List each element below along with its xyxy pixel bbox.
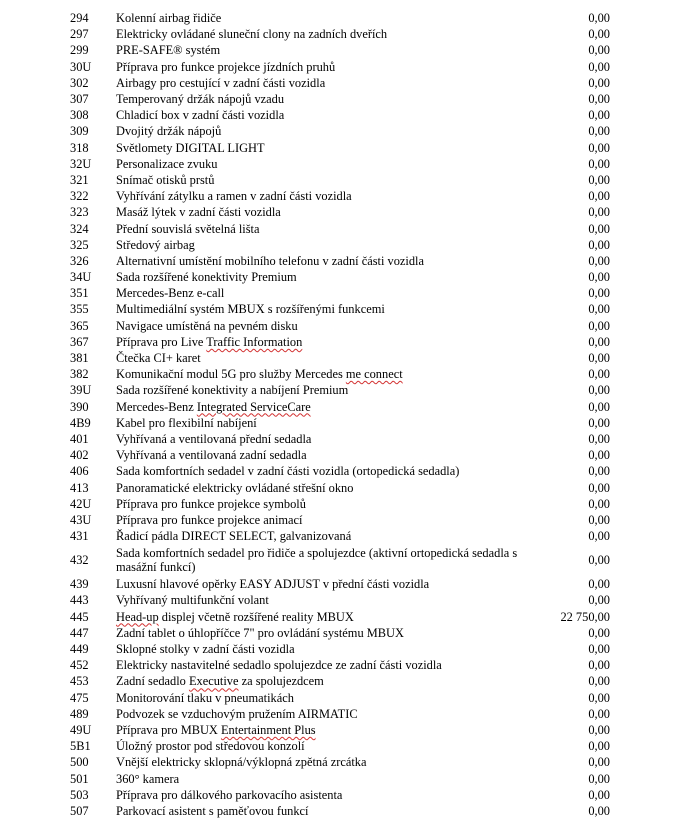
option-description: Kolenní airbag řidiče: [116, 11, 222, 26]
description-text: Příprava pro MBUX: [116, 722, 221, 737]
table-row: [70, 592, 610, 608]
option-description: [116, 366, 536, 382]
option-code: 302: [70, 75, 89, 90]
option-description: Středový airbag: [116, 237, 195, 252]
option-price: 0,00: [588, 253, 610, 268]
option-description: [116, 609, 536, 625]
equipment-table: [70, 10, 610, 819]
table-row: [70, 59, 610, 75]
option-price: 0,00: [588, 237, 610, 252]
option-code: 5B1: [70, 739, 91, 754]
option-price: 0,00: [588, 59, 610, 74]
option-code: 326: [70, 253, 89, 268]
option-description: Navigace umístěná na pevném disku: [116, 318, 298, 333]
option-price: 0,00: [588, 221, 610, 236]
option-code: 4B9: [70, 415, 91, 430]
table-row: [70, 609, 610, 625]
option-code: 297: [70, 27, 89, 42]
table-row: [70, 641, 610, 657]
option-price: 0,00: [588, 172, 610, 187]
option-description: Mercedes-Benz e-call: [116, 286, 225, 301]
table-row: [70, 657, 610, 673]
option-description: Příprava pro funkce projekce animací: [116, 512, 303, 527]
option-price: 0,00: [588, 448, 610, 463]
table-row: [70, 75, 610, 91]
option-price: 0,00: [588, 496, 610, 511]
table-row: [70, 140, 610, 156]
option-code: 507: [70, 803, 89, 818]
option-code: 322: [70, 189, 89, 204]
option-description: Vyhřívaná a ventilovaná přední sedadla: [116, 431, 312, 446]
option-code: 42U: [70, 496, 92, 511]
option-price: 0,00: [588, 286, 610, 301]
option-code: 32U: [70, 156, 92, 171]
option-code: 449: [70, 642, 89, 657]
option-description: Multimediální systém MBUX s rozšířenými funkcemi: [116, 302, 385, 317]
option-description: Luxusní hlavové opěrky EASY ADJUST v přední části vozidla: [116, 577, 430, 592]
option-description: Sklopné stolky v zadní části vozidla: [116, 642, 295, 657]
option-code: 367: [70, 334, 89, 349]
option-code: 294: [70, 11, 89, 26]
table-row: [70, 188, 610, 204]
option-description: Airbagy pro cestující v zadní části vozidla: [116, 75, 326, 90]
option-price: 0,00: [588, 302, 610, 317]
option-description: Sada komfortních sedadel pro řidiče a spolujezdce (aktivní ortopedická sedadla s masážní funkcí): [116, 546, 518, 575]
table-row: [70, 42, 610, 58]
table-row: [70, 496, 610, 512]
option-price: 0,00: [588, 771, 610, 786]
option-code: 39U: [70, 383, 92, 398]
option-price: 0,00: [588, 205, 610, 220]
table-row: [70, 787, 610, 803]
table-row: [70, 399, 610, 415]
option-price: 0,00: [588, 11, 610, 26]
option-price: 0,00: [588, 415, 610, 430]
option-description: Dvojitý držák nápojů: [116, 124, 222, 139]
option-code: 453: [70, 674, 89, 689]
option-description: Temperovaný držák nápojů vzadu: [116, 92, 285, 107]
option-code: 501: [70, 771, 89, 786]
option-code: 475: [70, 690, 89, 705]
option-price: 0,00: [588, 383, 610, 398]
table-row: [70, 706, 610, 722]
option-price: 0,00: [588, 351, 610, 366]
spellcheck-flagged-text: me connect: [345, 367, 403, 382]
option-price: 0,00: [588, 642, 610, 657]
option-description: Elektricky ovládané sluneční clony na zadních dveřích: [116, 27, 388, 42]
option-description: Řadicí pádla DIRECT SELECT, galvanizovaná: [116, 529, 352, 544]
option-description: Monitorování tlaku v pneumatikách: [116, 690, 294, 705]
table-row: [70, 673, 610, 689]
table-row: [70, 123, 610, 139]
option-price: 0,00: [588, 140, 610, 155]
option-description: Podvozek se vzduchovým pružením AIRMATIC: [116, 706, 358, 721]
option-code: 503: [70, 787, 89, 802]
option-description: Personalizace zvuku: [116, 156, 218, 171]
description-text: displej včetně rozšířené reality MBUX: [158, 609, 354, 624]
option-description: Přední souvislá světelná lišta: [116, 221, 260, 236]
option-price: 0,00: [588, 674, 610, 689]
option-price: 22 750,00: [560, 609, 610, 624]
option-price: 0,00: [588, 529, 610, 544]
option-description: Parkovací asistent s paměťovou funkcí: [116, 803, 309, 818]
description-text: Zadní sedadlo: [116, 674, 189, 689]
table-row: [70, 528, 610, 544]
table-row: [70, 463, 610, 479]
option-code: 324: [70, 221, 89, 236]
option-price: 0,00: [588, 156, 610, 171]
option-code: 413: [70, 480, 89, 495]
option-price: 0,00: [588, 27, 610, 42]
option-price: 0,00: [588, 755, 610, 770]
option-price: 0,00: [588, 75, 610, 90]
table-row: [70, 269, 610, 285]
table-row: [70, 382, 610, 398]
table-row: [70, 544, 610, 576]
option-code: 381: [70, 351, 89, 366]
option-price: 0,00: [588, 92, 610, 107]
option-description: Příprava pro funkce projekce symbolů: [116, 496, 306, 511]
option-price: 0,00: [588, 553, 610, 568]
table-row: [70, 754, 610, 770]
option-description: Kabel pro flexibilní nabíjení: [116, 415, 257, 430]
option-code: 365: [70, 318, 89, 333]
spellcheck-flagged-text: Head-up: [116, 609, 159, 624]
table-row: [70, 10, 610, 26]
table-row: [70, 366, 610, 382]
option-price: 0,00: [588, 577, 610, 592]
spellcheck-flagged-text: Integrated ServiceCare: [196, 399, 311, 414]
option-code: 452: [70, 658, 89, 673]
option-code: 443: [70, 593, 89, 608]
option-description: [116, 399, 536, 415]
option-price: 0,00: [588, 108, 610, 123]
option-price: 0,00: [588, 367, 610, 382]
table-row: [70, 26, 610, 42]
option-code: 401: [70, 431, 89, 446]
table-row: [70, 770, 610, 786]
table-row: [70, 334, 610, 350]
option-code: 34U: [70, 270, 92, 285]
table-row: [70, 512, 610, 528]
option-code: 447: [70, 625, 89, 640]
option-description: Příprava pro funkce projekce jízdních pruhů: [116, 59, 336, 74]
spellcheck-flagged-text: Traffic Information: [206, 334, 303, 349]
option-description: Alternativní umístění mobilního telefonu v zadní části vozidla: [116, 253, 424, 268]
option-price: 0,00: [588, 722, 610, 737]
table-row: [70, 625, 610, 641]
option-code: 309: [70, 124, 89, 139]
option-description: Sada rozšířené konektivity Premium: [116, 270, 297, 285]
option-code: 489: [70, 706, 89, 721]
spellcheck-flagged-text: Executive: [188, 674, 239, 689]
option-code: 318: [70, 140, 89, 155]
option-price: 0,00: [588, 625, 610, 640]
option-description: 360° kamera: [116, 771, 180, 786]
option-description: Sada komfortních sedadel v zadní části vozidla (ortopedická sedadla): [116, 464, 460, 479]
option-price: 0,00: [588, 739, 610, 754]
table-row: [70, 415, 610, 431]
option-description: [116, 334, 536, 350]
option-description: [116, 673, 536, 689]
option-description: [116, 722, 536, 738]
option-price: 0,00: [588, 399, 610, 414]
table-row: [70, 172, 610, 188]
table-row: [70, 350, 610, 366]
option-description: Vyhřívaná a ventilovaná zadní sedadla: [116, 448, 307, 463]
table-row: [70, 204, 610, 220]
option-description: Zadní tablet o úhlopříčce 7" pro ovládání systému MBUX: [116, 625, 404, 640]
table-row: [70, 690, 610, 706]
table-row: [70, 107, 610, 123]
option-price: 0,00: [588, 318, 610, 333]
table-row: [70, 447, 610, 463]
option-description: Vyhřívaný multifunkční volant: [116, 593, 269, 608]
option-price: 0,00: [588, 787, 610, 802]
table-row: [70, 285, 610, 301]
option-description: PRE-SAFE® systém: [116, 43, 221, 58]
option-price: 0,00: [588, 512, 610, 527]
option-description: Světlomety DIGITAL LIGHT: [116, 140, 265, 155]
option-code: 390: [70, 399, 89, 414]
table-row: [70, 301, 610, 317]
option-price: 0,00: [588, 690, 610, 705]
option-price: 0,00: [588, 464, 610, 479]
option-code: 43U: [70, 512, 92, 527]
option-price: 0,00: [588, 803, 610, 818]
table-row: [70, 237, 610, 253]
option-price: 0,00: [588, 706, 610, 721]
description-text: za spolujezdcem: [238, 674, 324, 689]
option-code: 49U: [70, 722, 92, 737]
option-price: 0,00: [588, 658, 610, 673]
option-code: 355: [70, 302, 89, 317]
table-row: [70, 431, 610, 447]
table-row: [70, 156, 610, 172]
option-description: Masáž lýtek v zadní části vozidla: [116, 205, 281, 220]
option-code: 30U: [70, 59, 92, 74]
option-description: Sada rozšířené konektivity a nabíjení Premium: [116, 383, 349, 398]
option-code: 323: [70, 205, 89, 220]
table-row: [70, 479, 610, 495]
option-price: 0,00: [588, 480, 610, 495]
option-description: Příprava pro dálkového parkovacího asistenta: [116, 787, 343, 802]
option-price: 0,00: [588, 124, 610, 139]
table-row: [70, 91, 610, 107]
option-code: 308: [70, 108, 89, 123]
option-description: Vnější elektricky sklopná/výklopná zpětná zrcátka: [116, 755, 367, 770]
option-code: 431: [70, 529, 89, 544]
table-row: [70, 722, 610, 738]
description-text: Mercedes-Benz: [116, 399, 197, 414]
option-price: 0,00: [588, 334, 610, 349]
option-description: Elektricky nastavitelné sedadlo spolujezdce ze zadní části vozidla: [116, 658, 442, 673]
option-code: 382: [70, 367, 89, 382]
option-code: 307: [70, 92, 89, 107]
option-code: 321: [70, 172, 89, 187]
option-code: 439: [70, 577, 89, 592]
table-row: [70, 318, 610, 334]
option-code: 500: [70, 755, 89, 770]
option-price: 0,00: [588, 593, 610, 608]
description-text: Komunikační modul 5G pro služby Mercedes: [116, 367, 346, 382]
option-description: Čtečka CI+ karet: [116, 351, 201, 366]
option-code: 445: [70, 609, 89, 624]
option-code: 299: [70, 43, 89, 58]
option-description: Snímač otisků prstů: [116, 172, 215, 187]
option-code: 351: [70, 286, 89, 301]
option-price: 0,00: [588, 270, 610, 285]
option-code: 325: [70, 237, 89, 252]
option-price: 0,00: [588, 189, 610, 204]
option-description: Chladicí box v zadní části vozidla: [116, 108, 285, 123]
option-code: 432: [70, 553, 89, 568]
option-description: Panoramatické elektricky ovládané střešní okno: [116, 480, 354, 495]
option-code: 402: [70, 448, 89, 463]
option-code: 406: [70, 464, 89, 479]
table-row: [70, 253, 610, 269]
option-price: 0,00: [588, 431, 610, 446]
spellcheck-flagged-text: Entertainment Plus: [220, 722, 316, 737]
table-row: [70, 220, 610, 236]
table-row: [70, 803, 610, 819]
option-price: 0,00: [588, 43, 610, 58]
option-description: Vyhřívání zátylku a ramen v zadní části vozidla: [116, 189, 352, 204]
table-row: [70, 576, 610, 592]
table-row: [70, 738, 610, 754]
option-description: Úložný prostor pod středovou konzolí: [116, 739, 305, 754]
description-text: Příprava pro Live: [116, 334, 207, 349]
